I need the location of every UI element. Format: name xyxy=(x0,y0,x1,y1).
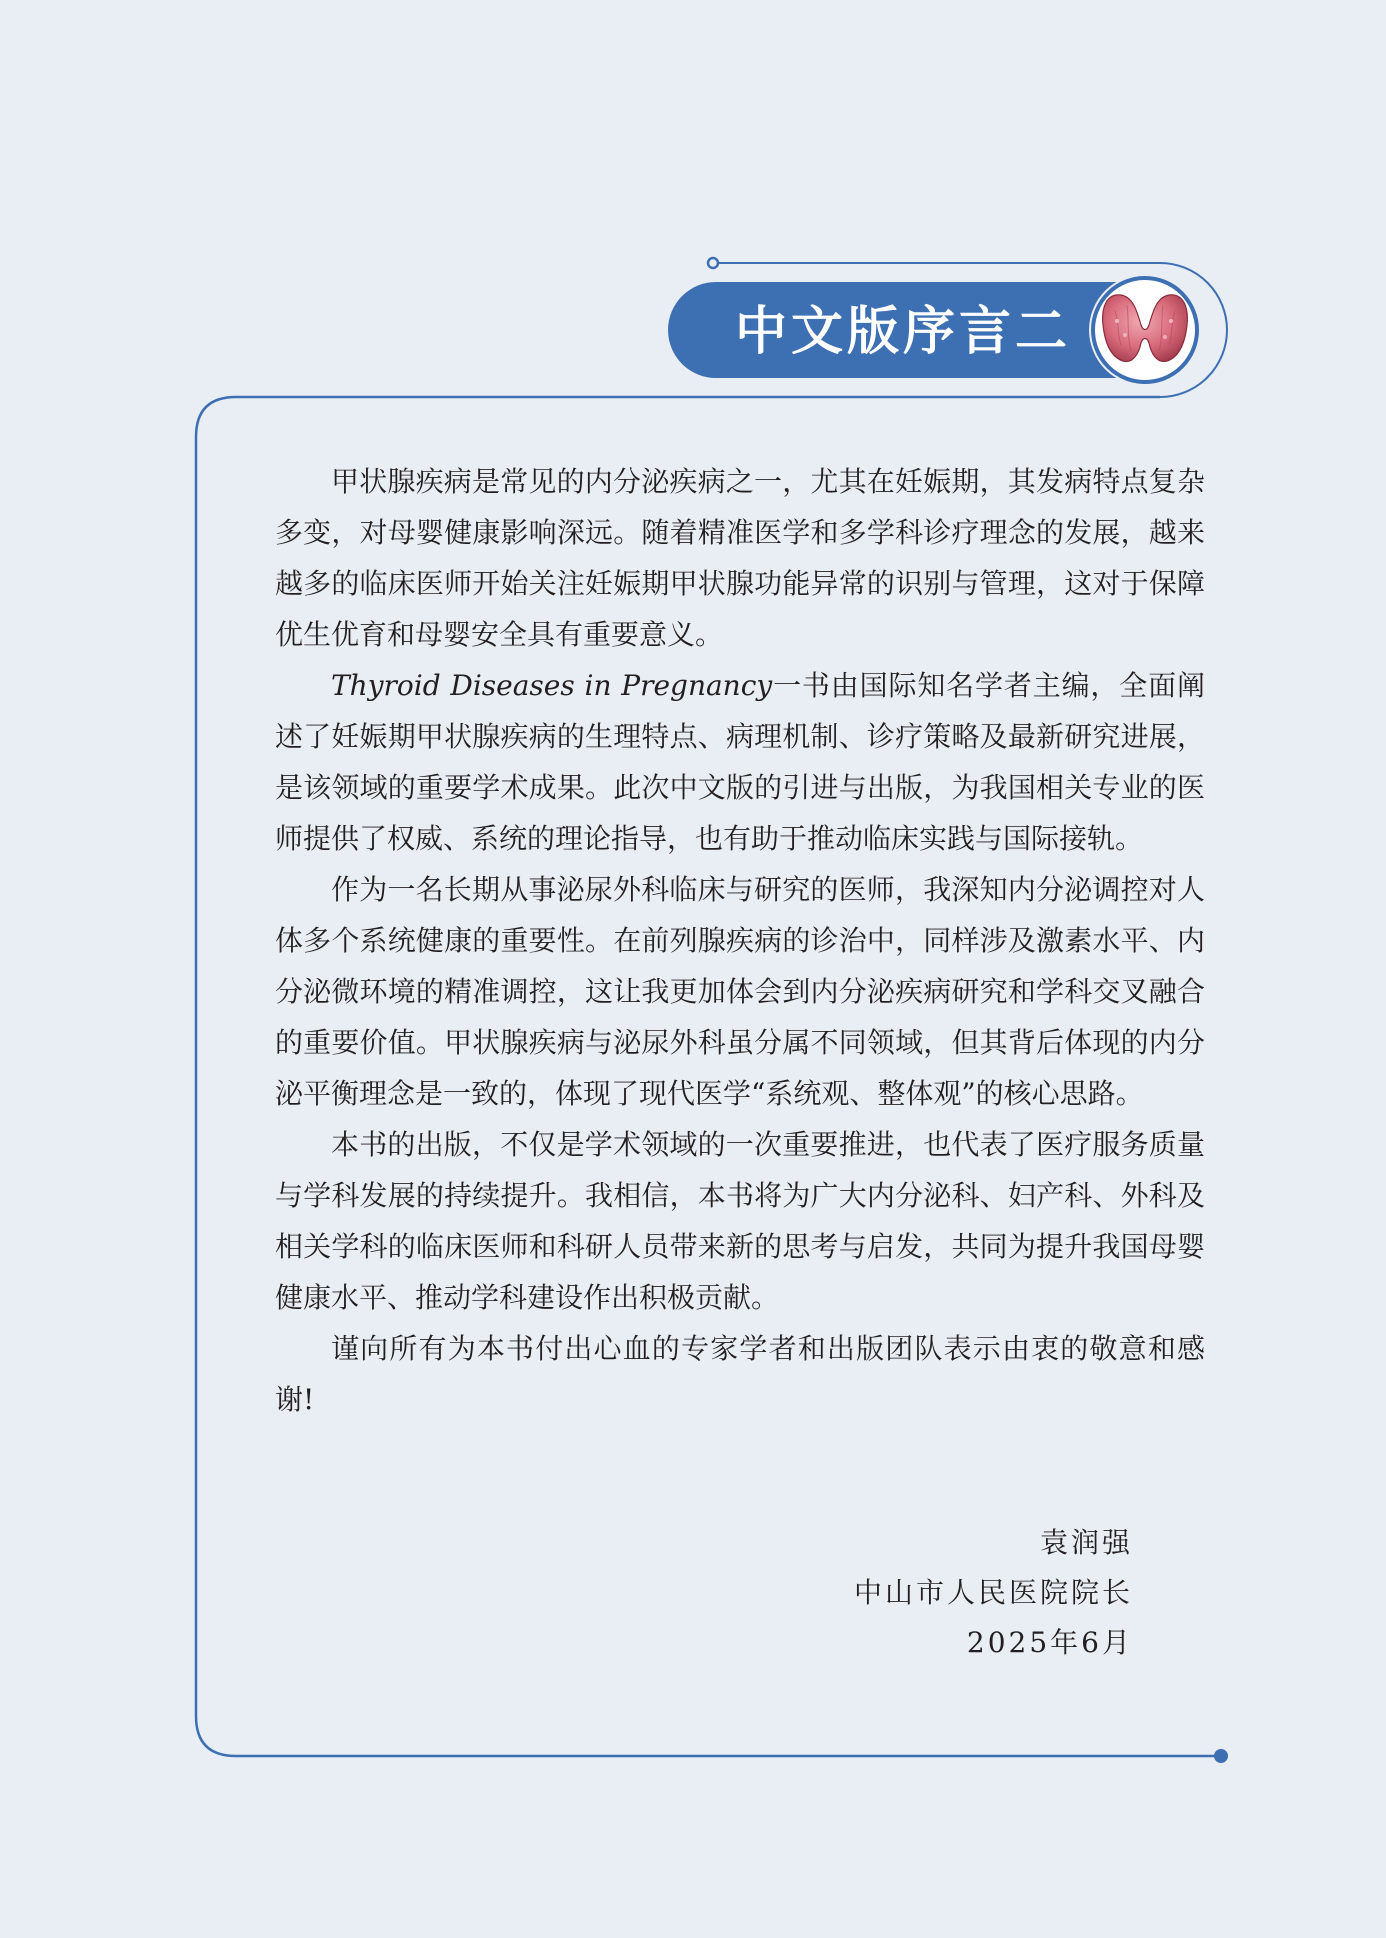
paragraph-2-text: 一书由国际知名学者主编，全面阐述了妊娠期甲状腺疾病的生理特点、病理机制、诊疗策略及最新研究进展，是该领域的重要学术成果。此次中文版的引进与出版，为我国相关专业的医师提供了权威、系统的理论指导，也有助于推动临床实践与国际接轨。 xyxy=(275,669,1205,855)
signature-position: 中山市人民医院院长 xyxy=(853,1576,1133,1609)
paragraph-2 xyxy=(275,660,1205,864)
paragraph-1: 甲状腺疾病是常见的内分泌疾病之一，尤其在妊娠期，其发病特点复杂多变，对母婴健康影响深远。随着精准医学和多学科诊疗理念的发展，越来越多的临床医师开始关注妊娠期甲状腺功能异常的识别与管理，这对于保障优生优育和母婴安全具有重要意义。 xyxy=(275,465,1205,651)
signature-date: 2025年6月 xyxy=(966,1626,1133,1659)
page-title: 中文版序言二 xyxy=(735,301,1072,362)
frame-start-dot xyxy=(708,258,718,268)
paragraph-5: 谨向所有为本书付出心血的专家学者和出版团队表示由衷的敬意和感谢! xyxy=(275,1332,1205,1416)
signature-block xyxy=(854,1518,1133,1668)
preface-body xyxy=(275,456,1205,1425)
signature-name: 袁润强 xyxy=(1039,1526,1133,1559)
paragraph-3: 作为一名长期从事泌尿外科临床与研究的医师，我深知内分泌调控对人体多个系统健康的重要性。在前列腺疾病的诊治中，同样涉及激素水平、内分泌微环境的精准调控，这让我更加体会到内分泌疾病研究和学科交叉融合的重要价值。甲状腺疾病与泌尿外科虽分属不同领域，但其背后体现的内分泌平衡理念是一致的，体现了现代医学“系统观、整体观”的核心思路。 xyxy=(275,873,1205,1110)
thyroid-gland-icon xyxy=(1097,291,1193,367)
book-title: Thyroid Diseases in Pregnancy xyxy=(331,669,773,702)
paragraph-4: 本书的出版，不仅是学术领域的一次重要推进，也代表了医疗服务质量与学科发展的持续提升。我相信，本书将为广大内分泌科、妇产科、外科及相关学科的临床医师和科研人员带来新的思考与启发，共同为提升我国母婴健康水平、推动学科建设作出积极贡献。 xyxy=(275,1128,1205,1314)
frame-end-dot xyxy=(1214,1749,1228,1763)
